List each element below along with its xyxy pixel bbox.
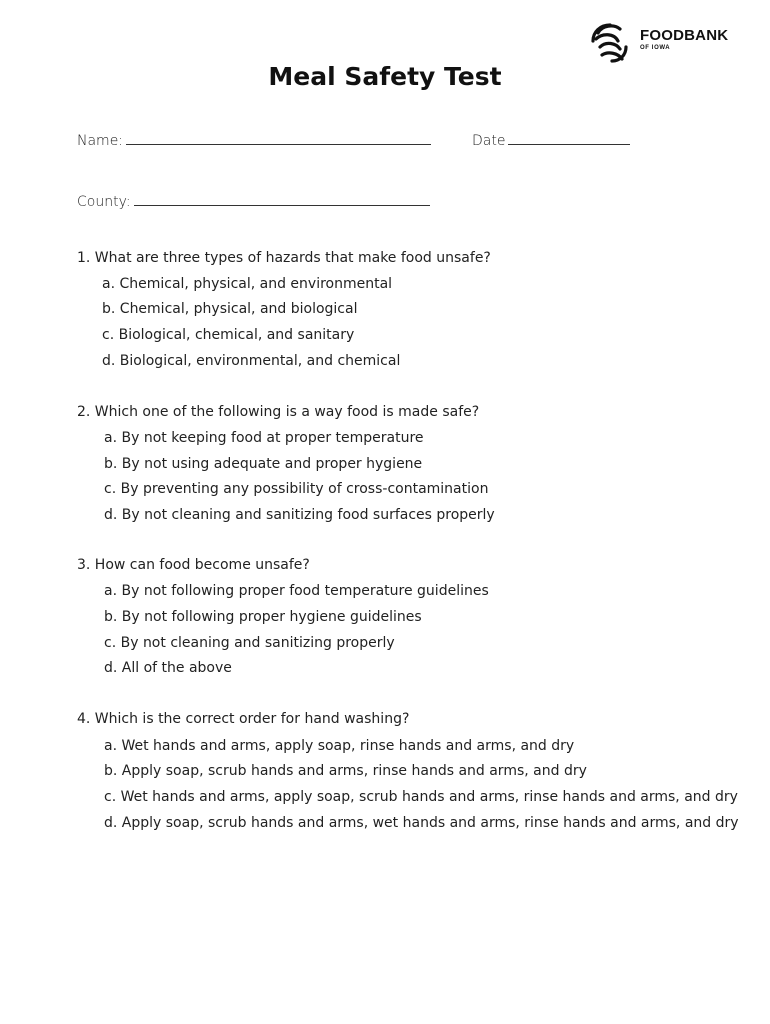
- question-3-option-a[interactable]: a. By not following proper food temperature guidelines: [104, 583, 489, 599]
- page-title: Meal Safety Test: [268, 62, 502, 91]
- county-label: County:: [77, 194, 131, 210]
- question-4: 4. Which is the correct order for hand washing?: [77, 711, 410, 727]
- question-1-option-b[interactable]: b. Chemical, physical, and biological: [102, 301, 358, 317]
- county-field[interactable]: [77, 193, 430, 210]
- name-field[interactable]: [77, 132, 431, 149]
- date-label: Date: [472, 133, 506, 149]
- question-4-option-b[interactable]: b. Apply soap, scrub hands and arms, rinse hands and arms, and dry: [104, 763, 587, 779]
- question-1-option-c[interactable]: c. Biological, chemical, and sanitary: [102, 327, 355, 343]
- question-3: 3. How can food become unsafe?: [77, 557, 310, 573]
- question-2-option-b[interactable]: b. By not using adequate and proper hygiene: [104, 456, 423, 472]
- logo-wordmark: FOODBANK: [640, 27, 729, 44]
- question-4-option-c[interactable]: c. Wet hands and arms, apply soap, scrub hands and arms, rinse hands and arms, and dry: [104, 789, 738, 805]
- question-4-option-d[interactable]: d. Apply soap, scrub hands and arms, wet hands and arms, rinse hands and arms, and dry: [104, 815, 739, 831]
- question-3-option-b[interactable]: b. By not following proper hygiene guidelines: [104, 609, 422, 625]
- question-4-option-a[interactable]: a. Wet hands and arms, apply soap, rinse hands and arms, and dry: [104, 738, 575, 754]
- question-3-option-d[interactable]: d. All of the above: [104, 660, 232, 676]
- logo-subtitle: OF IOWA: [640, 45, 671, 51]
- foodbank-logo: [588, 21, 748, 65]
- name-blank-line[interactable]: [126, 132, 431, 145]
- date-field[interactable]: [472, 132, 630, 149]
- county-blank-line[interactable]: [134, 193, 430, 206]
- question-2-option-a[interactable]: a. By not keeping food at proper temperature: [104, 430, 424, 446]
- question-3-option-c[interactable]: c. By not cleaning and sanitizing properly: [104, 635, 395, 651]
- question-2-option-c[interactable]: c. By preventing any possibility of cross-contamination: [104, 481, 489, 497]
- question-1-option-d[interactable]: d. Biological, environmental, and chemical: [102, 353, 401, 369]
- question-2-option-d[interactable]: d. By not cleaning and sanitizing food surfaces properly: [104, 507, 495, 523]
- question-2: 2. Which one of the following is a way food is made safe?: [77, 404, 480, 420]
- foodbank-swirl-icon: [588, 21, 632, 63]
- name-label: Name:: [77, 133, 124, 149]
- date-blank-line[interactable]: [508, 132, 630, 145]
- question-1: 1. What are three types of hazards that make food unsafe?: [77, 250, 491, 266]
- question-1-option-a[interactable]: a. Chemical, physical, and environmental: [102, 276, 393, 292]
